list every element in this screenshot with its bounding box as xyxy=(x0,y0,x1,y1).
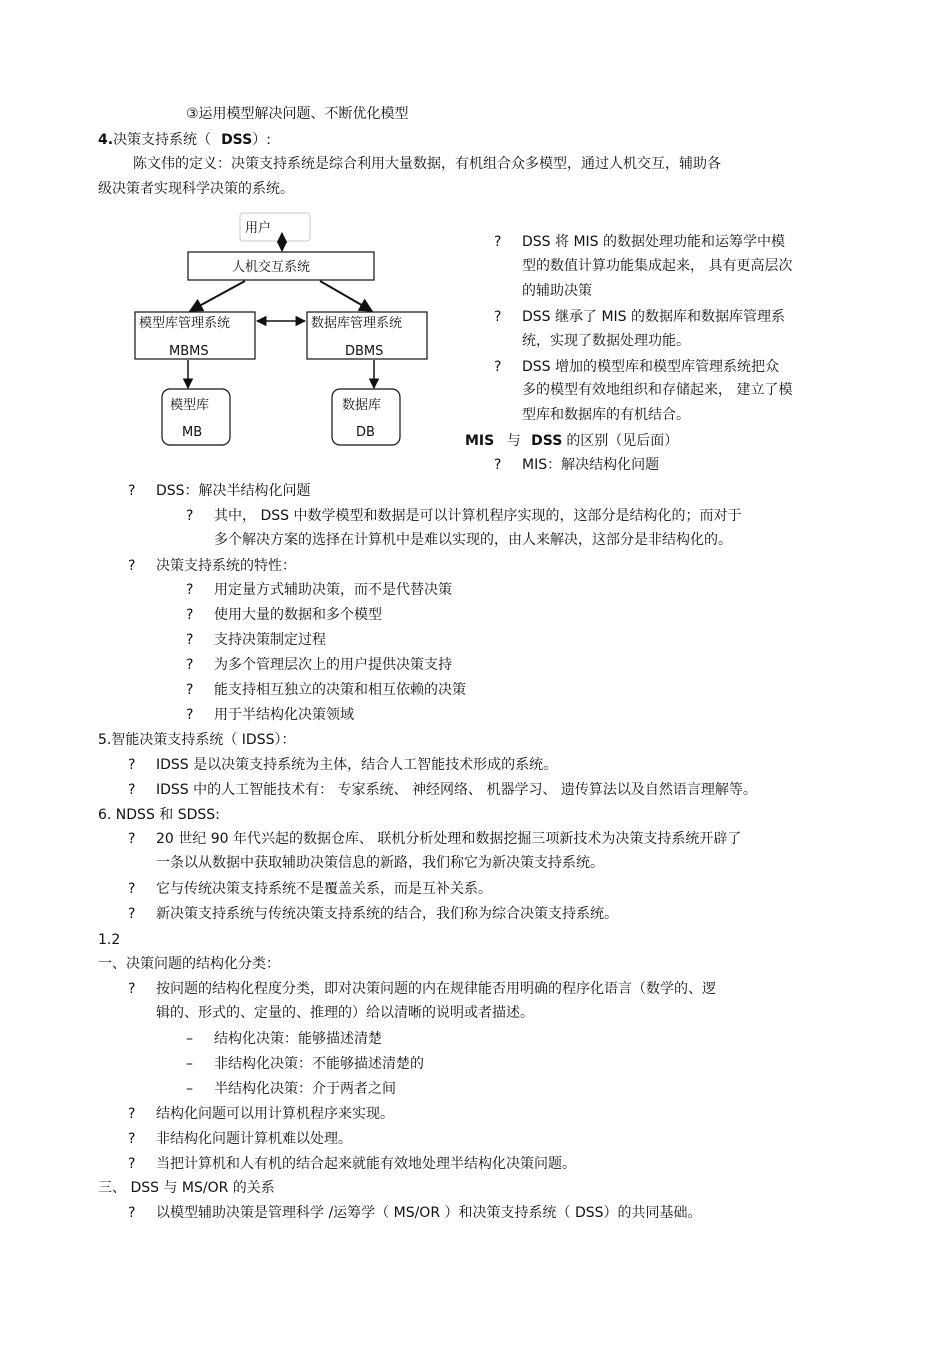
part-1-title: 一、决策问题的结构化分类： xyxy=(98,956,280,972)
bullet-marker: ? xyxy=(128,483,136,499)
hci-dbms-arrow xyxy=(320,281,372,311)
section-6-item-1-line-2: 一条以从数据中获取辅助决策信息的新路，我们称它为新决策支持系统。 xyxy=(156,855,604,871)
dss-item: DSS：解决半结构化问题 xyxy=(156,483,311,499)
dash-marker: – xyxy=(186,1031,193,1047)
mis-item: MIS：解决结构化问题 xyxy=(522,457,660,473)
dbms-abbr: DBMS xyxy=(345,344,384,359)
bullet-marker: ? xyxy=(186,632,194,648)
feature-item: 能支持相互独立的决策和相互依赖的决策 xyxy=(214,682,466,698)
section-6-item-2: 它与传统决策支持系统不是覆盖关系，而是互补关系。 xyxy=(156,881,492,897)
bullet-marker: ? xyxy=(128,831,136,847)
section-4-close: ）: xyxy=(252,132,271,148)
bullet-marker: ? xyxy=(128,1131,136,1147)
section-4-heading xyxy=(98,131,271,149)
type-item: 非结构化决策：不能够描述清楚的 xyxy=(214,1056,424,1072)
section-4-title: 决策支持系统（ xyxy=(113,132,212,148)
section-4-abbr: DSS xyxy=(221,132,253,148)
db-label: 数据库 xyxy=(342,398,382,413)
bullet-marker: ? xyxy=(494,457,502,473)
hci-mbms-arrow xyxy=(190,281,245,311)
bullet-marker: ? xyxy=(186,508,194,524)
dash-marker: – xyxy=(186,1081,193,1097)
dss-structure-diagram xyxy=(120,205,440,455)
bullet-marker: ? xyxy=(186,707,194,723)
bullet-marker: ? xyxy=(186,582,194,598)
bullet-marker: ? xyxy=(186,657,194,673)
section-1-2-heading: 1.2 xyxy=(98,932,121,948)
right-bullet-3-line-3: 型库和数据库的有机结合。 xyxy=(522,407,690,423)
structure-item: 结构化问题可以用计算机程序来实现。 xyxy=(156,1106,394,1122)
right-bullet-1-line-2: 型的数值计算功能集成起来， 具有更高层次 xyxy=(522,258,793,274)
section-5-item-1: IDSS 是以决策支持系统为主体，结合人工智能技术形成的系统。 xyxy=(156,757,558,773)
definition-line-2: 级决策者实现科学决策的系统。 xyxy=(98,181,294,197)
diff-rest: 的区别（见后面） xyxy=(566,433,679,449)
section-6-item-3: 新决策支持系统与传统决策支持系统的结合，我们称为综合决策支持系统。 xyxy=(156,906,618,922)
mbms-abbr: MBMS xyxy=(169,344,209,359)
bullet-marker: ? xyxy=(128,881,136,897)
structure-item: 当把计算机和人有机的结合起来就能有效地处理半结构化决策问题。 xyxy=(156,1156,576,1172)
mbms-label: 模型库管理系统 xyxy=(139,316,231,331)
right-bullet-3-line-2: 多的模型有效地组织和存储起来， 建立了模 xyxy=(522,382,793,398)
feature-item: 支持决策制定过程 xyxy=(214,632,326,648)
bullet-marker: ? xyxy=(128,782,136,798)
among-line-1: 其中， DSS 中数学模型和数据是可以计算机程序实现的，这部分是结构化的；而对于 xyxy=(214,508,742,524)
bullet-marker: ? xyxy=(128,757,136,773)
section-4-number: 4. xyxy=(98,132,114,148)
among-line-2: 多个解决方案的选择在计算机中是难以实现的，由人来解决，这部分是非结构化的。 xyxy=(214,532,732,548)
bullet-marker: ? xyxy=(494,234,502,250)
bullet-marker: ? xyxy=(128,558,136,574)
right-bullet-1-line-3: 的辅助决策 xyxy=(522,283,592,299)
classify-line-2: 辑的、形式的、定量的、推理的）给以清晰的说明或者描述。 xyxy=(156,1005,534,1021)
feature-item: 使用大量的数据和多个模型 xyxy=(214,607,382,623)
section-5-item-2: IDSS 中的人工智能技术有： 专家系统、 神经网络、 机器学习、 遗传算法以及自然语言理解等。 xyxy=(156,782,757,798)
mis-dss-difference xyxy=(465,432,678,450)
section-5-heading: 5.智能决策支持系统（ IDSS）： xyxy=(98,732,296,748)
type-item: 半结构化决策：介于两者之间 xyxy=(214,1081,396,1097)
feature-item: 用于半结构化决策领域 xyxy=(214,707,354,723)
type-item: 结构化决策：能够描述清楚 xyxy=(214,1031,382,1047)
bullet-marker: ? xyxy=(494,359,502,375)
diff-dss: DSS xyxy=(531,433,563,449)
user-label: 用户 xyxy=(245,221,272,236)
mb-abbr: MB xyxy=(182,425,203,440)
section-6-item-1-line-1: 20 世纪 90 年代兴起的数据仓库、 联机分析处理和数据挖掘三项新技术为决策支持系统开辟了 xyxy=(156,831,742,847)
bullet-marker: ? xyxy=(128,981,136,997)
right-bullet-2-line-1: DSS 继承了 MIS 的数据库和数据库管理系 xyxy=(522,309,785,325)
feature-item: 用定量方式辅助决策，而不是代替决策 xyxy=(214,582,452,598)
bullet-marker: ? xyxy=(128,1205,136,1221)
mb-label: 模型库 xyxy=(170,398,210,413)
list-item-3: ③运用模型解决问题、不断优化模型 xyxy=(186,106,409,122)
right-bullet-3-line-1: DSS 增加的模型库和模型库管理系统把众 xyxy=(522,359,780,375)
bullet-marker: ? xyxy=(128,1106,136,1122)
right-bullet-1-line-1: DSS 将 MIS 的数据处理功能和运筹学中模 xyxy=(522,234,785,250)
dash-marker: – xyxy=(186,1056,193,1072)
bullet-marker: ? xyxy=(186,607,194,623)
definition-line-1: 陈文伟的定义：决策支持系统是综合利用大量数据，有机组合众多模型，通过人机交互，辅助各 xyxy=(133,156,721,172)
right-bullet-2-line-2: 统，实现了数据处理功能。 xyxy=(522,333,690,349)
dbms-label: 数据库管理系统 xyxy=(311,316,403,331)
hci-label: 人机交互系统 xyxy=(232,260,311,275)
diff-mis: MIS xyxy=(465,433,495,449)
diff-and: 与 xyxy=(506,433,521,449)
features-title: 决策支持系统的特性： xyxy=(156,558,296,574)
section-6-heading: 6. NDSS 和 SDSS: xyxy=(98,807,220,823)
part-3-title: 三、 DSS 与 MS/OR 的关系 xyxy=(98,1180,275,1196)
feature-item: 为多个管理层次上的用户提供决策支持 xyxy=(214,657,452,673)
classify-line-1: 按问题的结构化程度分类，即对决策问题的内在规律能否用明确的程序化语言（数学的、逻 xyxy=(156,981,716,997)
db-abbr: DB xyxy=(356,425,375,440)
structure-item: 非结构化问题计算机难以处理。 xyxy=(156,1131,352,1147)
bullet-marker: ? xyxy=(128,906,136,922)
bullet-marker: ? xyxy=(128,1156,136,1172)
bullet-marker: ? xyxy=(186,682,194,698)
bullet-marker: ? xyxy=(494,309,502,325)
part-3-item: 以模型辅助决策是管理科学 /运筹学（ MS/OR ）和决策支持系统（ DSS）的共同基础。 xyxy=(156,1205,702,1221)
